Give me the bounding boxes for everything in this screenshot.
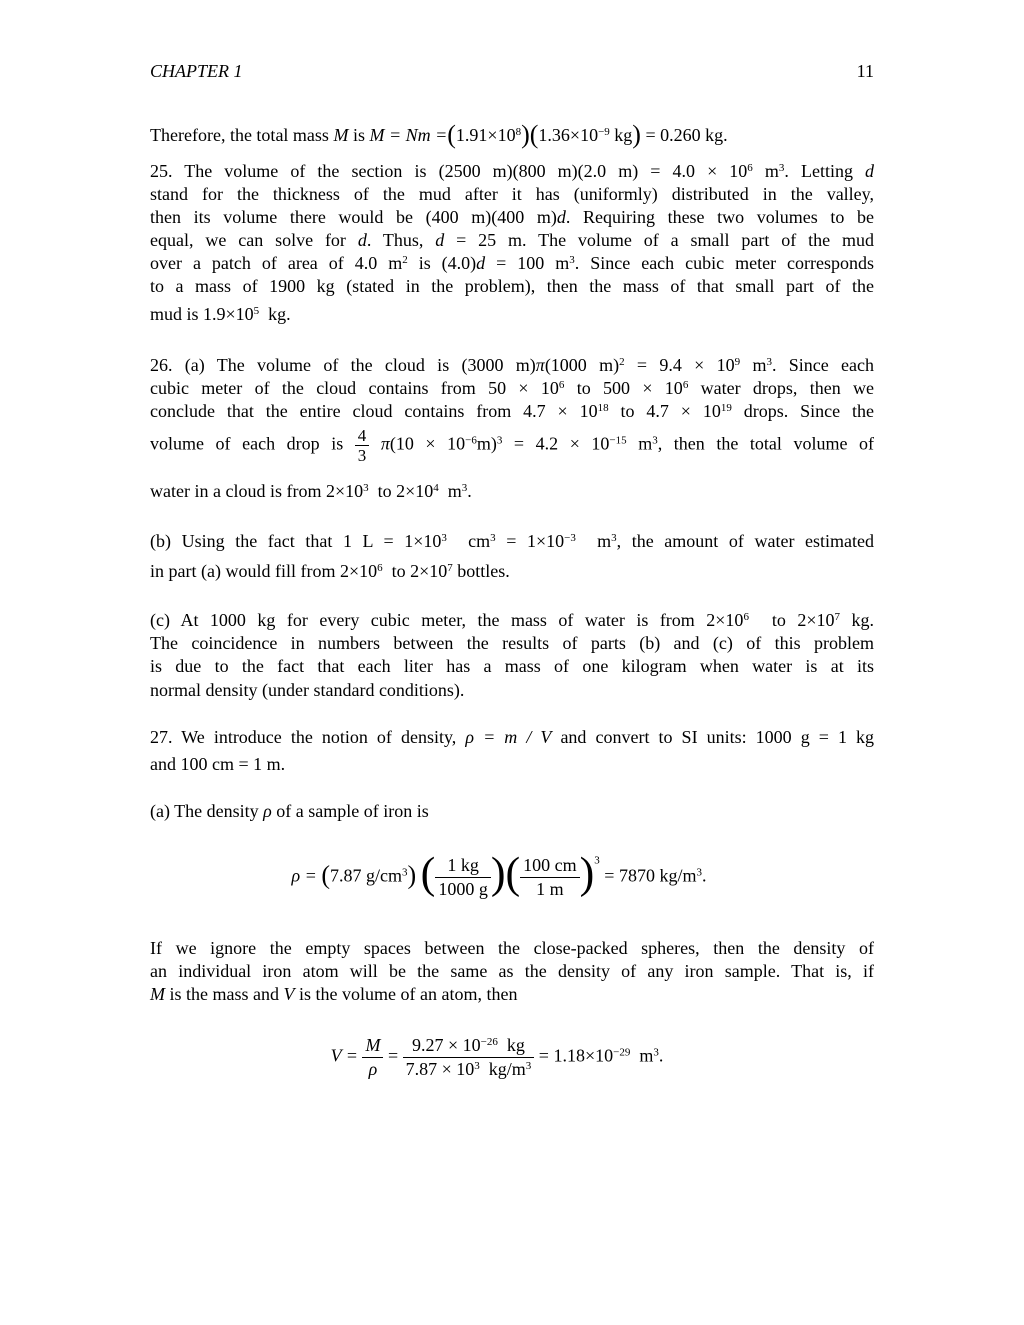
p26a-line5: water in a cloud is from $2\times 10^3$ to $2\times 10^4$ $m^3$. <box>150 481 472 501</box>
p25-line4: equal, we can solve for d. Thus, d = 25 m. The volume of a small part of the mud <box>150 230 874 250</box>
total-mass-line: Therefore, the total mass M is $M = Nm =(1.91\times 10^8)(1.36\times 10^{-9}$ kg) = 0.260 kg. <box>150 120 728 149</box>
p27b-line1: If we ignore the empty spaces between the close-packed spheres, then the density of <box>150 938 874 958</box>
var-M: M <box>333 125 349 145</box>
mass-factor2: 1.36×10 <box>538 125 599 145</box>
p25-line6: to a mass of 1900 kg (stated in the problem), then the mass of that small part of the <box>150 276 874 296</box>
eq2-fraction-values: $\frac{9.27 \times 10^{-26} kg}{7.87 \times 10^3 kg/m^3}$ <box>403 1034 535 1081</box>
eq1-fraction-kg: $\frac{1 kg}{1000 g}$ <box>435 854 491 901</box>
p25-line1: 25. The volume of the section is (2500 m)(800 m)(2.0 $m) = 4.0 \times 10^6$ $m^3$. Letting d <box>150 161 875 181</box>
problem-27-line1: 27. We introduce the notion of density, ρ = m / V and convert to SI units: 1000 g = 1 kg <box>150 727 875 747</box>
p26a-line1: 26. (a) The volume of the cloud is (3000 m)π(1000 $m)^2 = 9.4 \times 10^9$ $m^3$. Since each <box>150 355 875 375</box>
problem-27-line2: and 100 cm = 1 m. <box>150 754 286 774</box>
problem-27a: (a) The density ρ of a sample of iron is <box>150 801 429 821</box>
mass-factor2-unit: kg <box>614 125 633 145</box>
mass-factor2-exp: −9 <box>598 126 610 138</box>
density-equation: ρ = (7.87 $g/cm^3$) ( $\frac{1 kg}{1000 g}$ )( $\frac{100 cm}{1 m}$ )$^3$ = 7870 $kg/m^3$. <box>291 848 707 899</box>
density-formula: ρ = m / V <box>465 727 552 747</box>
p25-line5: over a patch of area of 4.0 $m^2$ is (4.0)d = 100 $m^3$. Since each cubic meter corresponds <box>150 253 875 273</box>
problem-26a <box>150 354 874 423</box>
p26c-line2: The coincidence in numbers between the results of parts (b) and (c) of this problem <box>150 633 874 653</box>
mass-eq-lhs: M = Nm = <box>369 125 448 145</box>
problem-26b-line2: in part (a) would fill from $2\times 10^6$ to $2\times 10^7$ bottles. <box>150 561 510 581</box>
p26c-line1: (c) At 1000 kg for every cubic meter, the mass of water is from $2\times 10^6$ to $2\times 10^7$ kg. <box>150 610 875 630</box>
page-number: 11 <box>856 61 874 81</box>
p26a-line2: cubic meter of the cloud contains from $50 \times 10^6$ to $500 \times 10^6$ water drops, then we <box>150 378 875 398</box>
p25-line3: then its volume there would be (400 m)(400 m)d. Requiring these two volumes to be <box>150 207 874 227</box>
eq1-fraction-cm: $\frac{100 cm}{1 m}$ <box>520 854 580 901</box>
mass-is: is <box>352 125 365 145</box>
eq2-fraction-M-rho: $\frac{M}{\rho}$ <box>362 1034 383 1081</box>
p25-line7: mud is $1.9\times 10^5$ kg. <box>150 304 291 324</box>
problem-27b <box>150 937 874 983</box>
p26a-line4: volume of each drop is $\frac{4}{3}$ $\pi(10 \times 10^{-6}m)^3 = 4.2 \times 10^{-15}$ $m^3$, then the total volume of <box>150 426 874 465</box>
p27b-line3: M is the mass and V is the volume of an atom, then <box>150 984 518 1004</box>
p26c-line4: normal density (under standard conditions). <box>150 680 465 700</box>
p25-line2: stand for the thickness of the mud after it has (uniformly) distributed in the valley, <box>150 184 874 204</box>
chapter-title: CHAPTER 1 <box>150 61 243 81</box>
p26a-line3: conclude that the entire cloud contains from $4.7 \times 10^{18}$ to $4.7 \times 10^{19}$ drops. Since the <box>150 401 875 421</box>
p27b-line2: an individual iron atom will be the same as the density of any iron sample. That is, if <box>150 961 874 981</box>
mass-factor1: 1.91×10 <box>455 125 516 145</box>
p26c-line3: is due to the fact that each liter has a mass of one kilogram when water is at its <box>150 656 874 676</box>
mass-factor1-exp: 8 <box>515 126 522 138</box>
mass-text: Therefore, the total mass <box>150 125 329 145</box>
mass-result: = 0.260 kg. <box>645 125 728 145</box>
problem-26c <box>150 609 874 678</box>
problem-25 <box>150 160 874 298</box>
volume-equation: V = $\frac{M}{\rho}$ = $\frac{9.27 \times 10^{-26} kg}{7.87 \times 10^3 kg/m^3}$ = $1.18\times 10^{-29}$ $m^3$. <box>330 1035 664 1079</box>
page-header <box>150 60 874 84</box>
fraction-4-3: $\frac{4}{3}$ <box>355 426 370 465</box>
problem-26b-line1: (b) Using the fact that 1 $L = 1\times 10^3$ $cm^3 = 1\times 10^{-3}$ $m^3$, the amount of water estimated <box>150 531 875 551</box>
